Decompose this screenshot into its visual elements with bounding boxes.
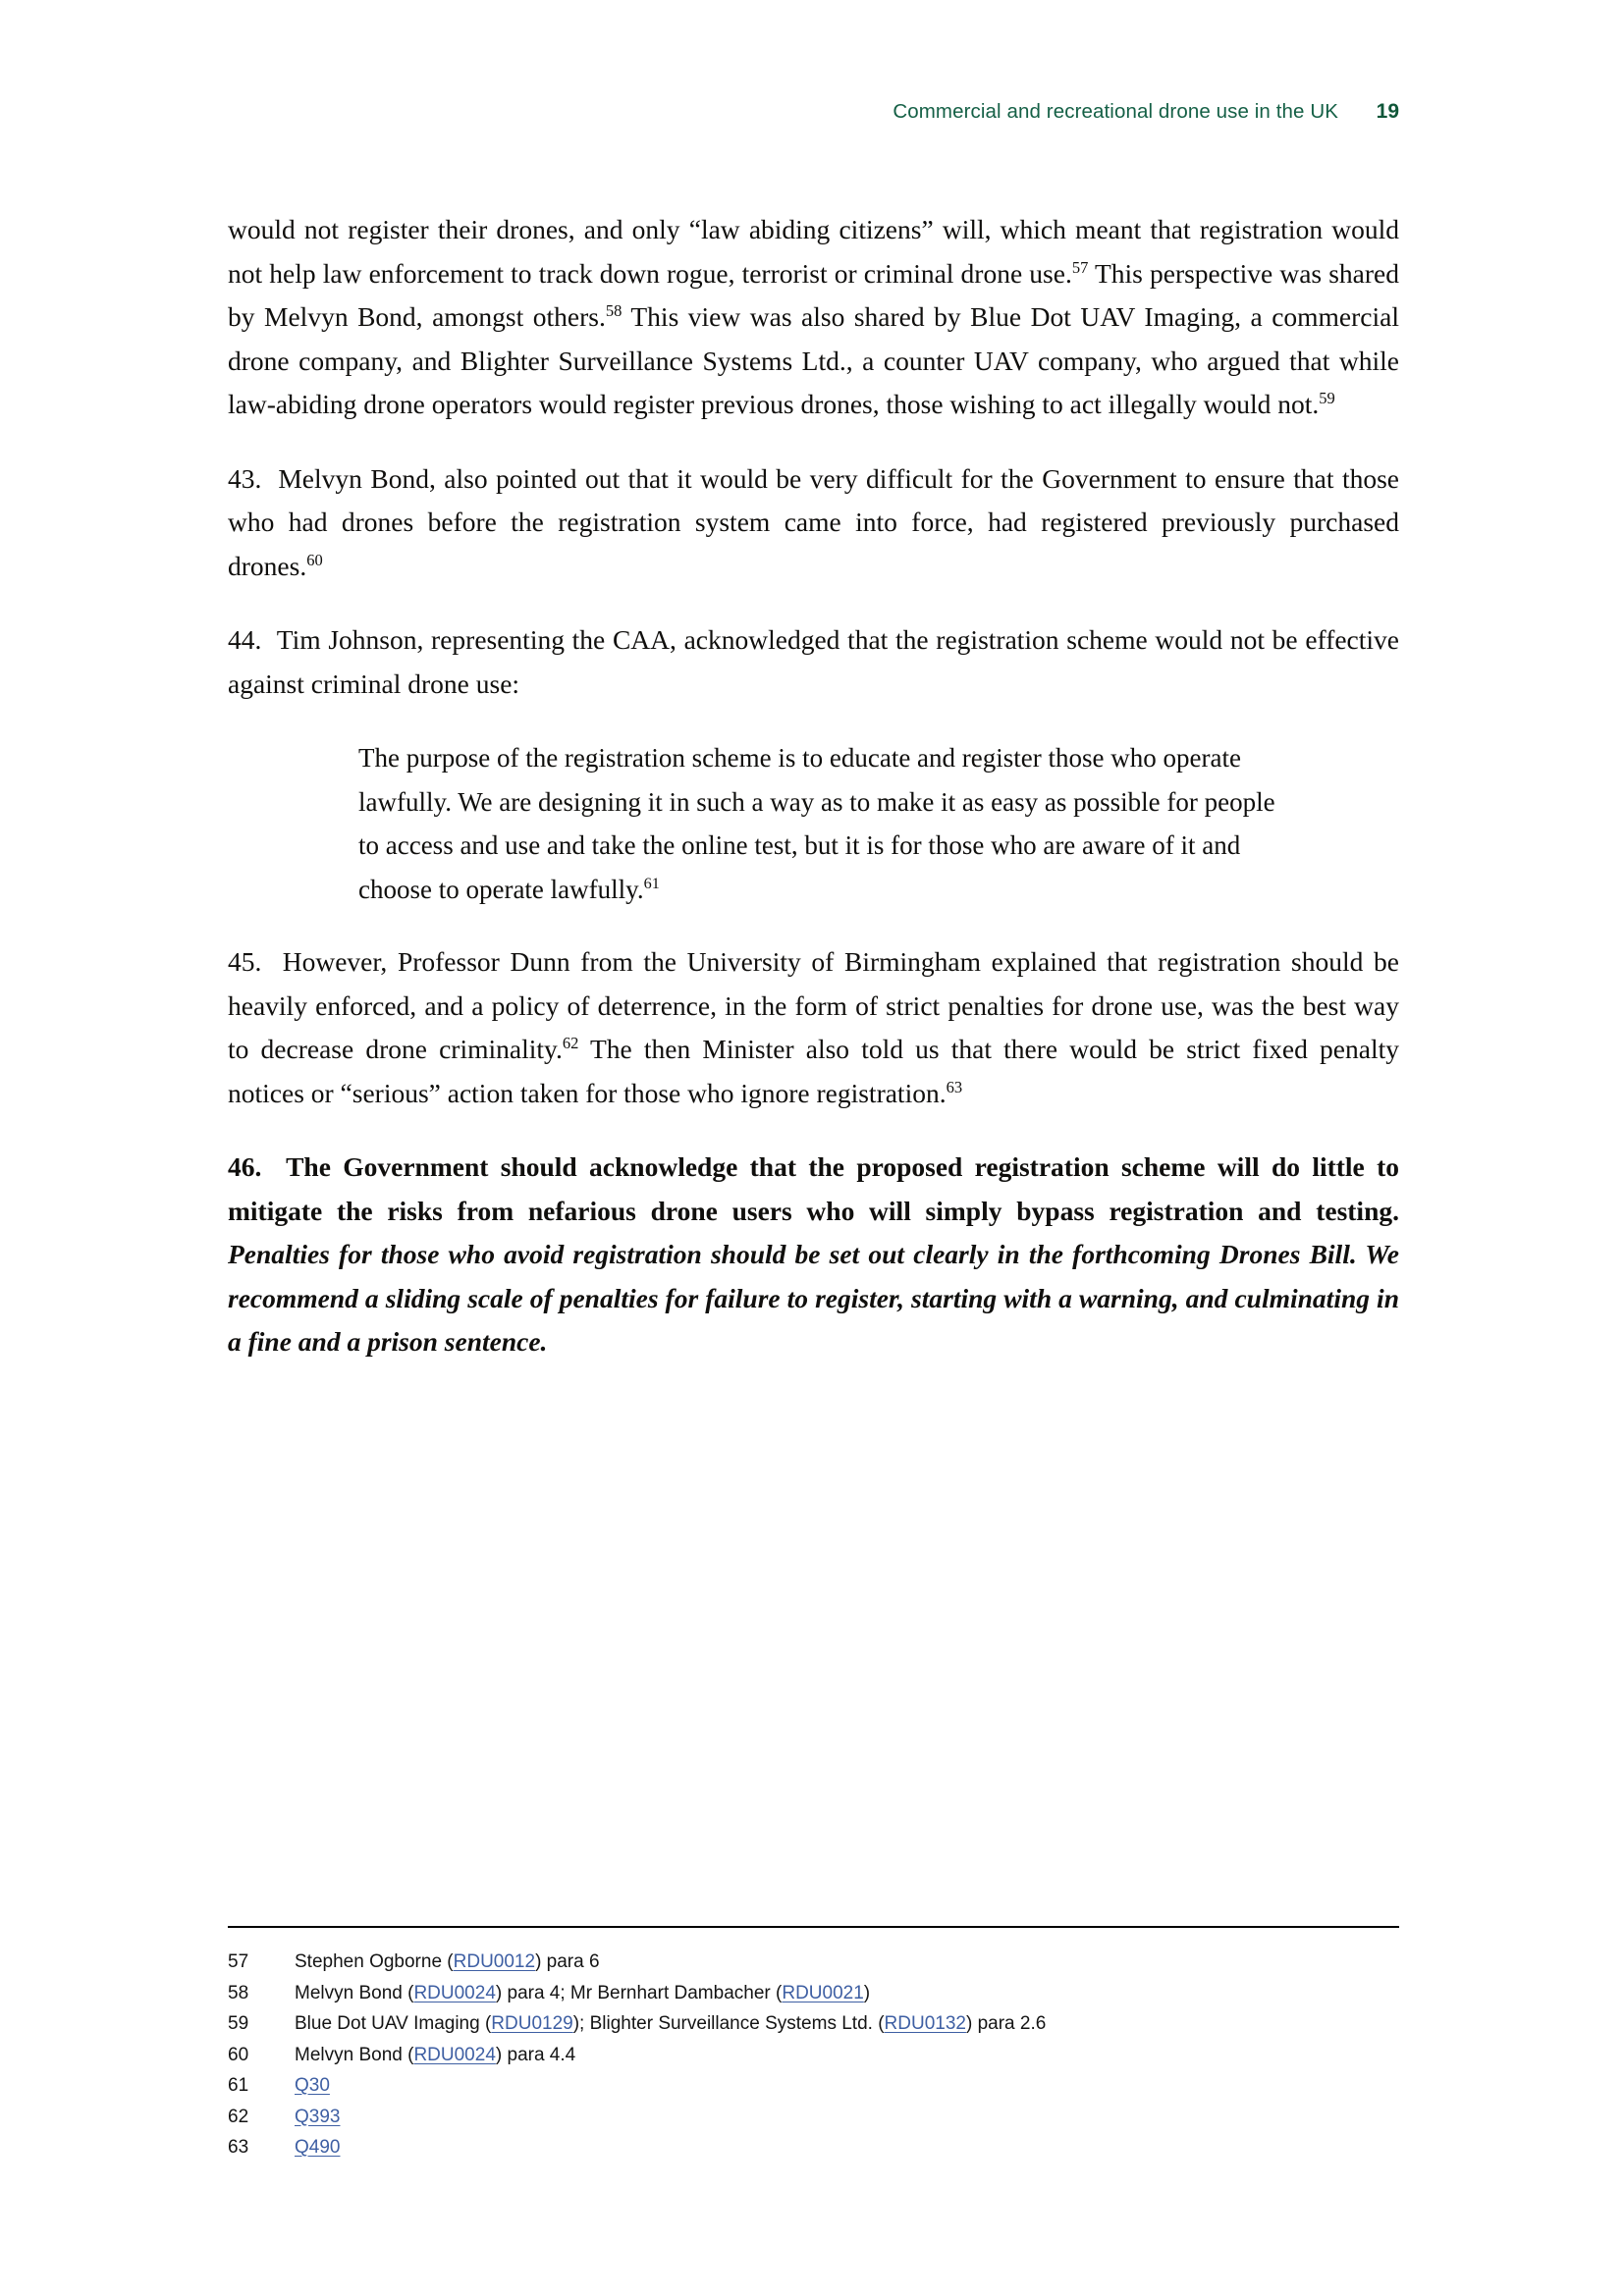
footnote-text <box>295 1978 1399 2009</box>
quote-block <box>228 736 1399 911</box>
footnote-link[interactable]: RDU0024 <box>413 2044 496 2065</box>
paragraph-46-recommendation <box>228 1146 1399 1364</box>
footnote-marker-62[interactable]: 62 <box>562 1033 579 1052</box>
footnote-number: 62 <box>228 2106 249 2127</box>
footnote-text-part: ) para 6 <box>535 1951 600 1972</box>
recommendation-bold-text: The Government should acknowledge that the proposed registration scheme will do little to mitigate the risks from nefarious drone users who will simply bypass registration and testing. <box>228 1151 1400 1226</box>
footnote-item <box>228 2040 1399 2071</box>
paragraph-44 <box>228 618 1399 706</box>
footnote-marker-60[interactable]: 60 <box>306 550 323 569</box>
quote-text <box>358 736 1281 911</box>
paragraph-number-45: 45. <box>228 946 262 977</box>
para-text-part: This view was also shared by Blue Dot UAV Imaging, a commercial drone company, and Blighter Surveillance Systems Ltd., a counter UAV company, who argued that while law-abiding drone operators would register previous drones, those wishing to act illegally would not. <box>228 301 1399 419</box>
quote-text-part: The purpose of the registration scheme is to educate and register those who operate lawfully. We are designing it in such a way as to make it as easy as possible for people to access and use and take the online test, but it is for those who are aware of it and choose to operate lawfully. <box>358 743 1275 904</box>
footnote-number: 59 <box>228 2013 249 2034</box>
footnote-text-part: Blue Dot UAV Imaging ( <box>295 2013 492 2034</box>
para-text-part: Tim Johnson, representing the CAA, acknowledged that the registration scheme would not be effective against criminal drone use: <box>228 624 1399 699</box>
footnote-text-part: Melvyn Bond ( <box>295 1982 414 2003</box>
footnote-link[interactable]: RDU0024 <box>413 1982 496 2003</box>
para-text-part: This perspective was shared by Melvyn Bond, amongst others. <box>228 257 1400 332</box>
footnote-link[interactable]: RDU0021 <box>782 1982 864 2003</box>
footnote-number: 57 <box>228 1951 249 1972</box>
footnote-marker-57[interactable]: 57 <box>1071 257 1089 277</box>
footnote-separator-rule <box>228 1926 1399 1928</box>
para-text-part: However, Professor Dunn from the University of Birmingham explained that registration should be heavily enforced, and a policy of deterrence, in the form of strict penalties for drone use, was the best way to decrease drone criminality. <box>228 946 1400 1064</box>
footnote-link[interactable]: Q393 <box>295 2106 341 2127</box>
footnote-text <box>295 2070 1399 2102</box>
paragraph-continued <box>228 208 1399 427</box>
paragraph-number-44: 44. <box>228 624 262 655</box>
footnote-text <box>295 2040 1399 2071</box>
page-number: 19 <box>1376 100 1399 123</box>
footnotes-section <box>228 1947 1399 2163</box>
header-title: Commercial and recreational drone use in the UK <box>893 100 1338 123</box>
footnote-text <box>295 2102 1399 2133</box>
footnote-item <box>228 2008 1399 2040</box>
footnote-link[interactable]: Q30 <box>295 2075 330 2096</box>
para-text-part: would not register their drones, and only “law abiding citizens” will, which meant that registration would not help law enforcement to track down rogue, terrorist or criminal drone use. <box>228 214 1399 289</box>
paragraph-number-43: 43. <box>228 462 262 494</box>
footnote-text-part: ) para 4.4 <box>495 2044 576 2065</box>
para-text-part: Melvyn Bond, also pointed out that it would be very difficult for the Government to ensure that those who had drones before the registration system came into force, had registered previously purchased drones. <box>228 462 1400 581</box>
footnote-marker-61[interactable]: 61 <box>643 874 660 892</box>
footnote-text <box>295 2008 1399 2040</box>
footnote-number: 60 <box>228 2044 249 2065</box>
footnote-item <box>228 2102 1399 2133</box>
recommendation-italic-text: Penalties for those who avoid registration should be set out clearly in the forthcoming Drones Bill. We recommend a sliding scale of penalties for failure to register, starting with a warning, and culminating in a fine and a prison sentence. <box>228 1239 1399 1357</box>
footnote-marker-59[interactable]: 59 <box>1319 388 1335 407</box>
footnote-link[interactable]: Q490 <box>295 2137 341 2158</box>
footnote-item <box>228 1947 1399 1978</box>
footnote-text <box>295 2132 1399 2163</box>
footnote-item <box>228 1978 1399 2009</box>
footnote-text-part: ) <box>863 1982 871 2003</box>
footnote-text-part: Stephen Ogborne ( <box>295 1951 454 1972</box>
running-header <box>228 100 1399 124</box>
para-text-part: The then Minister also told us that there would be strict fixed penalty notices or “serious” action taken for those who ignore registration. <box>228 1034 1399 1108</box>
footnote-text-part: Melvyn Bond ( <box>295 2044 414 2065</box>
footnote-marker-63[interactable]: 63 <box>946 1077 963 1096</box>
footnote-number: 61 <box>228 2075 249 2096</box>
footnote-link[interactable]: RDU0012 <box>453 1951 536 1972</box>
footnote-marker-58[interactable]: 58 <box>605 300 623 320</box>
footnote-number: 63 <box>228 2137 249 2158</box>
footnote-item <box>228 2132 1399 2163</box>
footnote-link[interactable]: RDU0129 <box>491 2013 573 2034</box>
footnote-text <box>295 1947 1399 1978</box>
footnote-text-part: ); Blighter Surveillance Systems Ltd. ( <box>572 2013 885 2034</box>
footnote-text-part: ) para 2.6 <box>965 2013 1047 2034</box>
paragraph-number-46: 46. <box>228 1151 262 1182</box>
paragraph-43 <box>228 457 1399 589</box>
footnote-number: 58 <box>228 1982 249 2003</box>
footnote-item <box>228 2070 1399 2102</box>
footnote-text-part: ) para 4; Mr Bernhart Dambacher ( <box>495 1982 783 2003</box>
body-column <box>228 208 1399 1364</box>
footnote-link[interactable]: RDU0132 <box>884 2013 966 2034</box>
paragraph-45 <box>228 940 1399 1115</box>
